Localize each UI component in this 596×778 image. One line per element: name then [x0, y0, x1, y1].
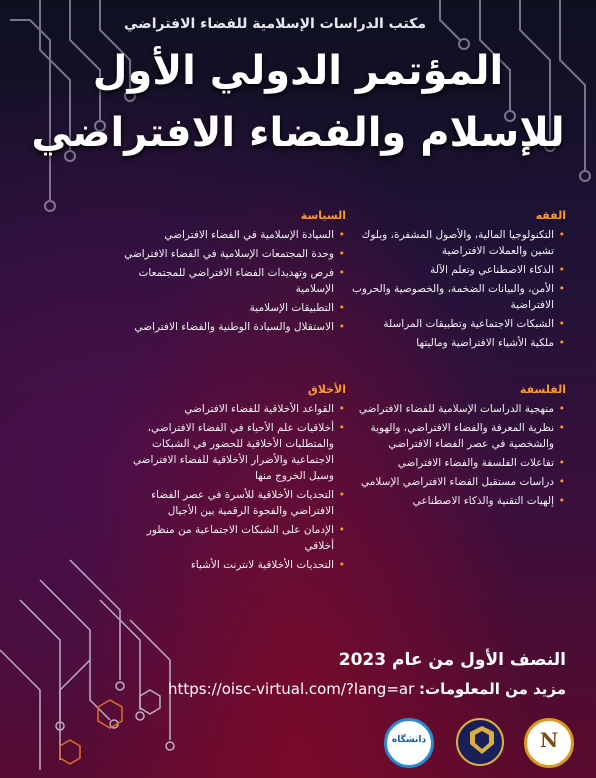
- topic-list: [116, 401, 346, 573]
- list-item: • الأمن، والبيانات الضخمة، والخصوصية والحروب الافتراضية: [336, 281, 554, 313]
- list-item: • فرص وتهديدات الفضاء الافتراضي للمجتمعات الإسلامية: [116, 265, 334, 297]
- section-heading: الأخلاق: [307, 383, 346, 396]
- topic-list: [336, 227, 566, 351]
- conference-title-line1: المؤتمر الدولي الأول: [92, 48, 504, 94]
- conference-date: النصف الأول من عام 2023: [338, 650, 566, 670]
- topic-list: [116, 227, 346, 335]
- list-item: • وحدة المجتمعات الإسلامية في الفضاء الافتراضي: [116, 246, 334, 262]
- logo-text: دانشگاه: [391, 735, 427, 745]
- university-seal-logo: [384, 718, 434, 768]
- list-item: • الاستقلال والسيادة الوطنية والفضاء الافتراضي: [116, 319, 334, 335]
- n-emblem-logo: [524, 718, 574, 768]
- list-item: • منهجية الدراسات الإسلامية للفضاء الافتراضي: [336, 401, 554, 417]
- conference-title-line2: للإسلام والفضاء الافتراضي: [31, 110, 565, 156]
- section-ethics: [116, 382, 346, 576]
- topic-list: [336, 401, 566, 509]
- list-item: • التحديات الأخلاقية للأسرة في عصر الفضاء الافتراضي والفجوة الرقمية بين الأجيال: [116, 487, 334, 519]
- list-item: • الشبكات الاجتماعية وتطبيقات المراسلة: [336, 316, 554, 332]
- section-heading: السياسة: [300, 209, 346, 222]
- crest-icon: [462, 720, 502, 760]
- website-link[interactable]: https://oisc-virtual.com/?lang=ar: [167, 680, 415, 698]
- more-info-label: مزيد من المعلومات:: [419, 680, 566, 698]
- list-item: • التطبيقات الإسلامية: [116, 300, 334, 316]
- section-fiqh: [336, 208, 566, 354]
- list-item: • التحديات الأخلاقية لانترنت الأشياء: [116, 557, 334, 573]
- list-item: • الإدمان على الشبكات الاجتماعية من منظور أخلاقي: [116, 522, 334, 554]
- list-item: • التكنولوجيا المالية، والأصول المشفرة، وبلوك تشين والعملات الافتراضية: [336, 227, 554, 259]
- list-item: • إلهيات التقنية والذكاء الاصطناعي: [336, 493, 554, 509]
- logo-letter: N: [539, 728, 559, 752]
- section-heading: الفقه: [535, 209, 566, 222]
- organizer-name: مكتب الدراسات الإسلامية للفضاء الافتراضي: [124, 16, 426, 32]
- list-item: • السيادة الإسلامية في الفضاء الافتراضي: [116, 227, 334, 243]
- section-politics: [116, 208, 346, 338]
- list-item: • أخلاقيات علم الأحياء في الفضاء الافتراضي، والمتطلبات الأخلاقية للحضور في الشبكات الاجتماعية والأضرار الأخلاقية للفضاء الافتراضي وسبل الخروج منها: [116, 420, 334, 484]
- list-item: • الذكاء الاصطناعي وتعلم الآلة: [336, 262, 554, 278]
- list-item: • تفاعلات الفلسفة والفضاء الافتراضي: [336, 455, 554, 471]
- list-item: • القواعد الأخلاقية للفضاء الافتراضي: [116, 401, 334, 417]
- section-heading: الفلسفة: [519, 383, 566, 396]
- university-crest-logo: [456, 718, 504, 766]
- list-item: • نظرية المعرفة والفضاء الافتراضي، والهوية والشخصية في عصر الفضاء الافتراضي: [336, 420, 554, 452]
- list-item: • ملكية الأشياء الافتراضية وماليتها: [336, 335, 554, 351]
- more-info: [168, 680, 566, 698]
- list-item: • دراسات مستقبل الفضاء الافتراضي الإسلامي: [336, 474, 554, 490]
- section-philosophy: [336, 382, 566, 512]
